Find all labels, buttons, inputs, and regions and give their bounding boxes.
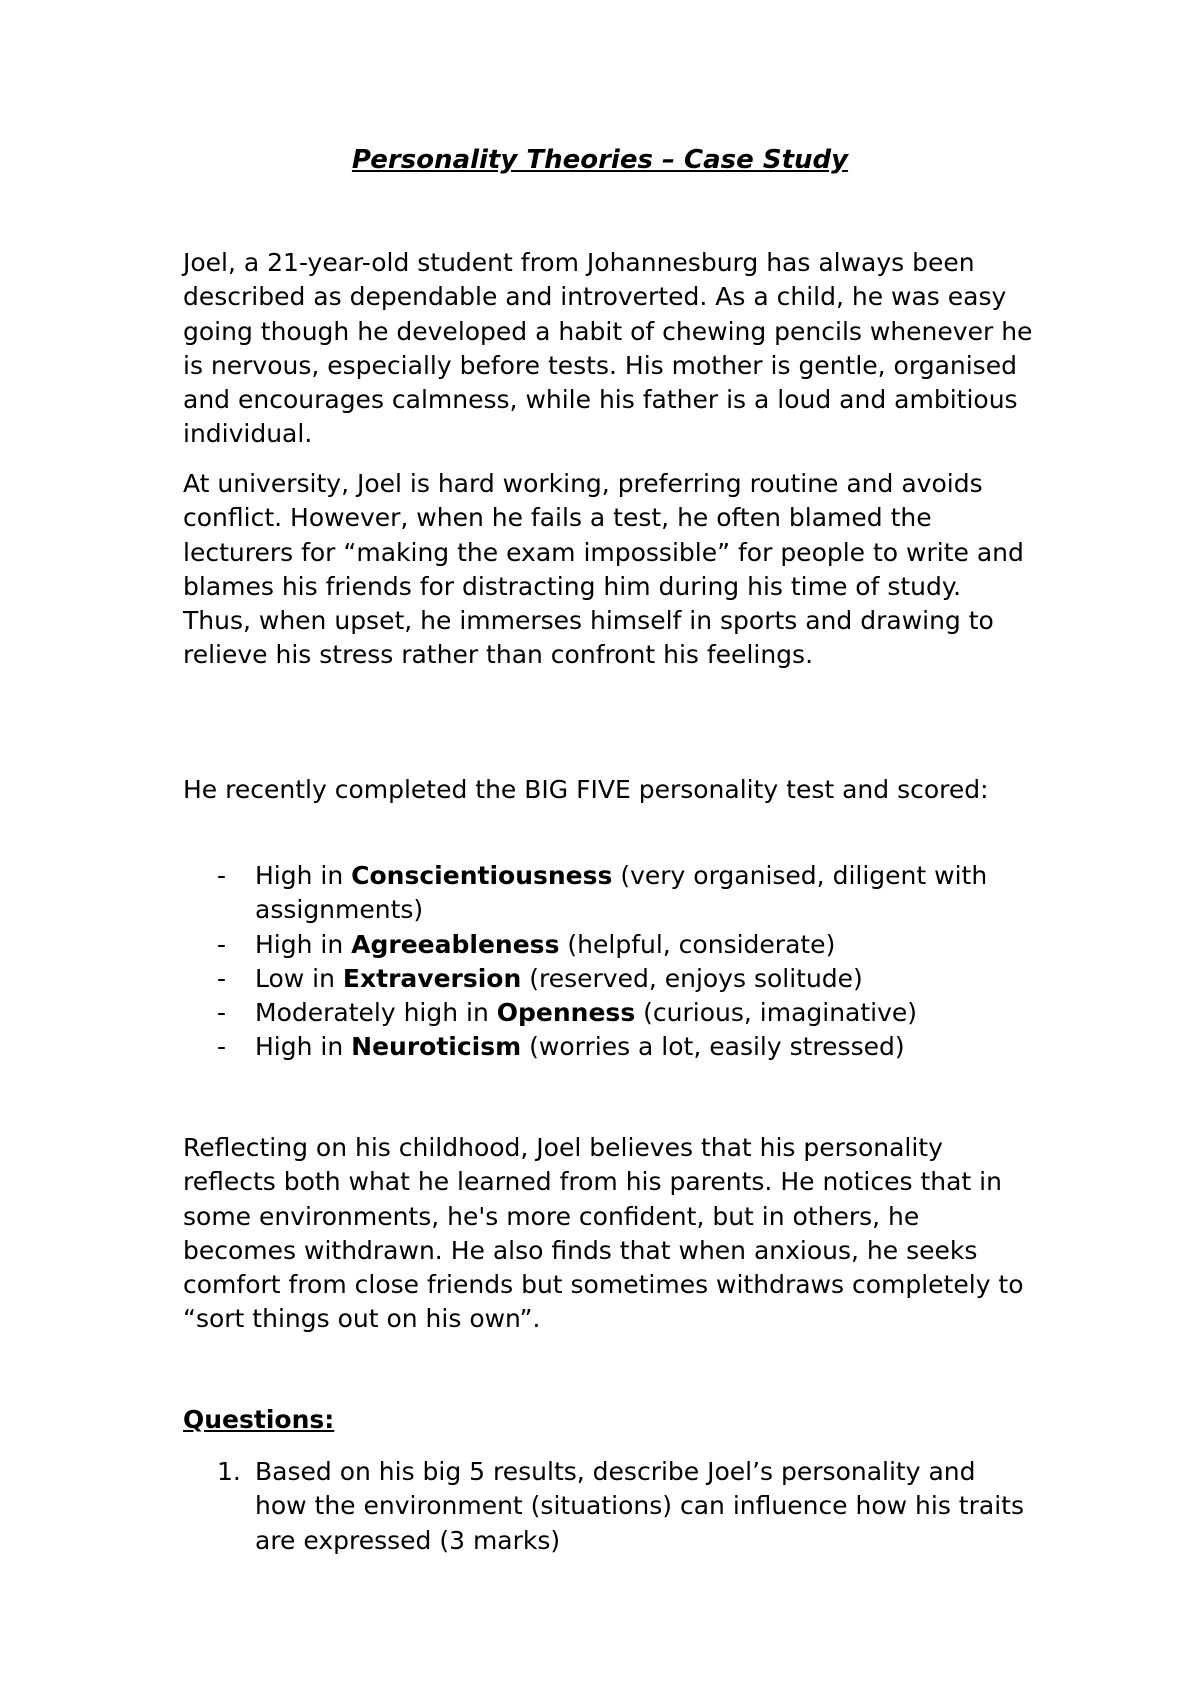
trait-item [183, 928, 1033, 962]
trait-description: (curious, imaginative) [635, 998, 918, 1028]
big-five-lead: He recently completed the BIG FIVE personality test and scored: [183, 775, 989, 804]
questions-list [183, 1455, 1033, 1558]
trait-description: (helpful, considerate) [559, 929, 836, 959]
trait-name: Conscientiousness [351, 861, 613, 890]
document-title: Personality Theories – Case Study [351, 145, 849, 175]
intro-paragraph-2: At university, Joel is hard working, preferring routine and avoids conflict. However, when he fails a test, he often blamed the lecturers for “making the exam impossible” for people to write and blames his friends for distracting him during his time of study. Thus, when upset, he immerses himself in sports and drawing to relieve his stress rather than confront his feelings. [183, 469, 1024, 670]
reflection-paragraph: Reflecting on his childhood, Joel believes that his personality reflects both what he learned from his parents. He notices that in some environments, he's more confident, but in others, he becomes withdrawn. He also finds that when anxious, he seeks comfort from close friends but sometimes withdraws completely to “sort things out on his own”. [183, 1133, 1024, 1334]
trait-description: (worries a lot, easily stressed) [521, 1032, 905, 1062]
trait-description: (very organised, diligent with assignments) [255, 861, 988, 925]
question-item [183, 1455, 1033, 1558]
trait-level: Low in [255, 963, 343, 993]
trait-name: Openness [496, 998, 636, 1028]
trait-level: High in [255, 861, 352, 890]
question-number: 1. [217, 1457, 241, 1486]
trait-level: Moderately high in [255, 998, 497, 1028]
big-five-trait-list [183, 859, 1033, 1065]
trait-level: High in [255, 929, 352, 959]
trait-name: Agreeableness [351, 929, 560, 959]
question-text: Based on his big 5 results, describe Joel’s personality and how the environment (situations) can influence how his traits are expressed (3 marks) [255, 1457, 1024, 1555]
list-bullet: - [217, 963, 227, 993]
list-bullet: - [217, 1032, 227, 1062]
trait-level: High in [255, 1032, 352, 1062]
questions-heading: Questions: [183, 1405, 335, 1434]
trait-item [183, 859, 1033, 928]
trait-item [183, 996, 1033, 1030]
trait-description: (reserved, enjoys solitude) [521, 963, 863, 993]
trait-item [183, 1030, 1033, 1064]
list-bullet: - [217, 998, 227, 1028]
intro-paragraph-1: Joel, a 21-year-old student from Johannesburg has always been described as dependable and introverted. As a child, he was easy going though he developed a habit of chewing pencils whenever he is nervous, especially before tests. His mother is gentle, organised and encourages calmness, while his father is a loud and ambitious individual. [183, 248, 1033, 449]
trait-name: Neuroticism [351, 1032, 522, 1062]
list-bullet: - [217, 861, 227, 890]
list-bullet: - [217, 929, 227, 959]
trait-name: Extraversion [342, 963, 522, 993]
trait-item [183, 962, 1033, 996]
